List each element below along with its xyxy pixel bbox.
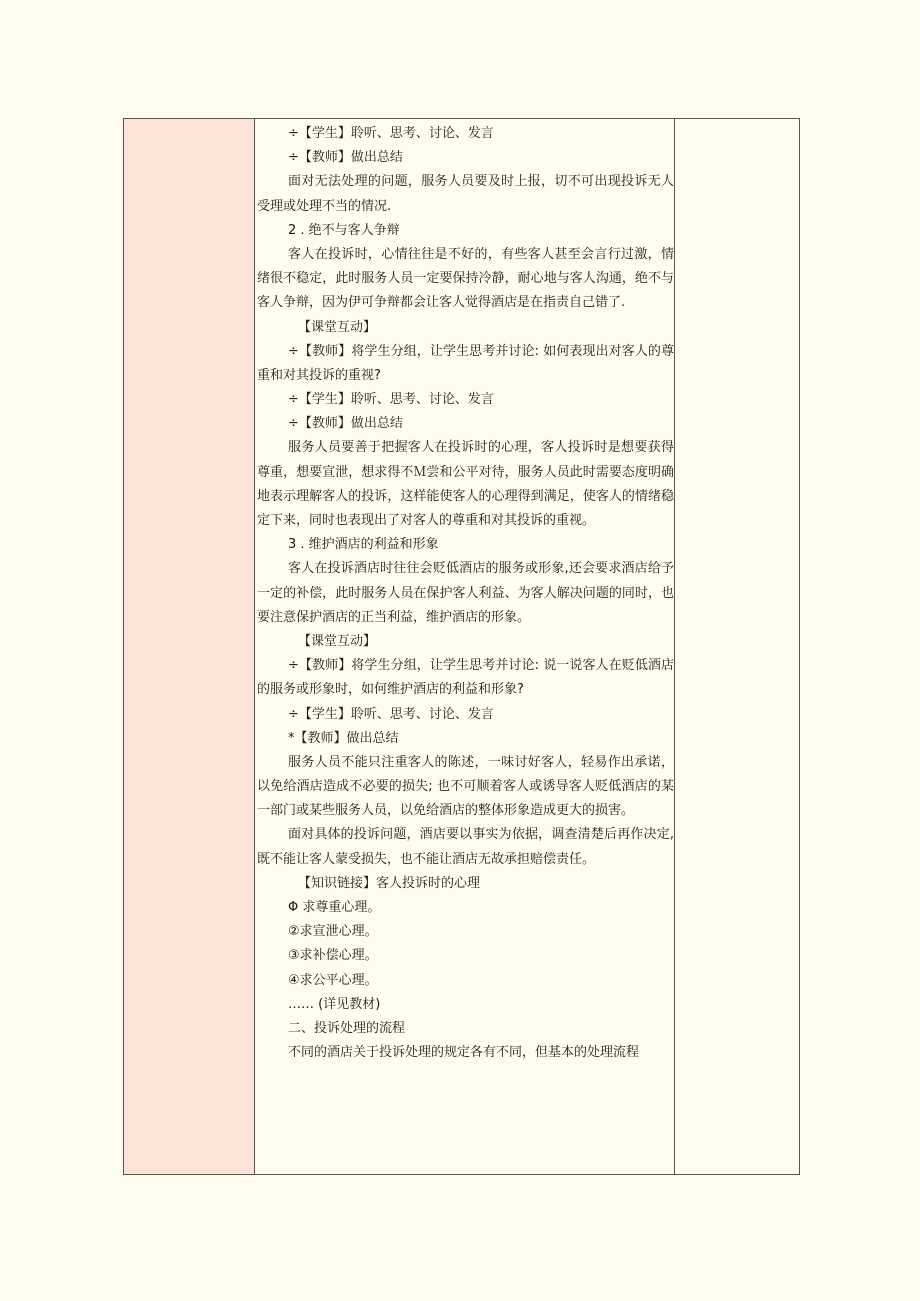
text-line: 受理或处理不当的情况. [257, 198, 392, 214]
text-line: ÷【教师】将学生分组，让学生思考并讨论: 如何表现出对客人的尊 [288, 343, 674, 359]
text-line: ÷【学生】聆听、思考、讨论、发言 [288, 706, 494, 722]
text-line: 以免给酒店造成不必要的损失; 也不可顺着客人或诱导客人贬低酒店的某 [257, 779, 674, 795]
text-line: 不同的酒店关于投诉处理的规定各有不同，但基本的处理流程 [288, 1045, 640, 1061]
right-column-cell [675, 119, 799, 1174]
text-line: 要注意保护酒店的正当利益，维护酒店的形象。 [257, 609, 531, 625]
text-line: ③求补偿心理。 [288, 948, 378, 964]
text-line: 客人在投诉酒店时往往会贬低酒店的服务或形象,还会要求酒店给予 [288, 561, 674, 577]
text-line: 二、投诉处理的流程 [288, 1020, 406, 1036]
text-line: 【课堂互动】 [298, 319, 377, 335]
text-line: 2 . 绝不与客人争辩 [288, 222, 400, 238]
text-line: 一部门或某些服务人员，以免给酒店的整体形象造成更大的损害。 [257, 803, 635, 819]
text-line: 面对具体的投诉问题，酒店要以事实为依据，调查清楚后再作决定, [288, 827, 674, 843]
text-line: ÷【教师】做出总结 [288, 150, 403, 166]
text-line: ÷【教师】做出总结 [288, 416, 403, 432]
text-line: …… (详见教材) [288, 996, 381, 1012]
text-line: ÷【学生】聆听、思考、讨论、发言 [288, 392, 494, 408]
text-line: 3 . 维护酒店的利益和形象 [288, 537, 439, 553]
text-line: ④求公平心理。 [288, 972, 378, 988]
text-line: 的服务或形象时，如何维护酒店的利益和形象? [257, 682, 524, 698]
text-line: 定下来，同时也表现出了对客人的尊重和对其投诉的重视。 [257, 513, 596, 528]
text-line: ÷【学生】聆听、思考、讨论、发言 [288, 126, 494, 141]
text-line: 面对无法处理的问题，服务人员要及时上报，切不可出现投诉无人 [288, 174, 674, 190]
text-line: 重和对其投诉的重视? [257, 367, 381, 383]
content-column-cell [255, 119, 675, 1174]
text-line: 绪很不稳定，此时服务人员一定要保持冷静，耐心地与客人沟通，绝不与 [257, 271, 674, 287]
text-line: 既不能让客人蒙受损失，也不能让酒店无故承担赔偿责任。 [257, 851, 596, 867]
text-line: Φ 求尊重心理。 [288, 900, 381, 915]
text-line: 一定的补偿，此时服务人员在保护客人利益、为客人解决问题的同时，也 [257, 585, 674, 601]
text-line: 地表示理解客人的投诉，这样能使客人的心理得到满足，使客人的情绪稳 [257, 488, 674, 504]
text-line: ÷【教师】将学生分组，让学生思考并讨论: 说一说客人在贬低酒店 [288, 658, 674, 674]
text-line: ②求宣泄心理。 [288, 924, 378, 940]
text-line: 【课堂互动】 [298, 633, 377, 649]
text-line: 客人在投诉时，心情往往是不好的，有些客人甚至会言行过激，情 [288, 246, 674, 262]
text-line: 尊重，想要宣泄，想求得不Ｍ尝和公平对待，服务人员此时需要态度明确 [257, 464, 674, 480]
text-line: 服务人员要善于把握客人在投诉时的心理，客人投诉时是想要获得 [288, 440, 674, 456]
lesson-table [123, 118, 800, 1175]
text-line: 服务人员不能只注重客人的陈述，一味讨好客人，轻易作出承诺， [288, 754, 674, 770]
text-line: *【教师】做出总结 [288, 730, 399, 746]
left-column-cell [124, 119, 255, 1174]
text-line: 客人争辩，因为伊可争辩都会让客人觉得酒店是在指责自己错了. [257, 295, 626, 311]
text-line: 【知识链接】客人投诉时的心理 [298, 875, 481, 891]
